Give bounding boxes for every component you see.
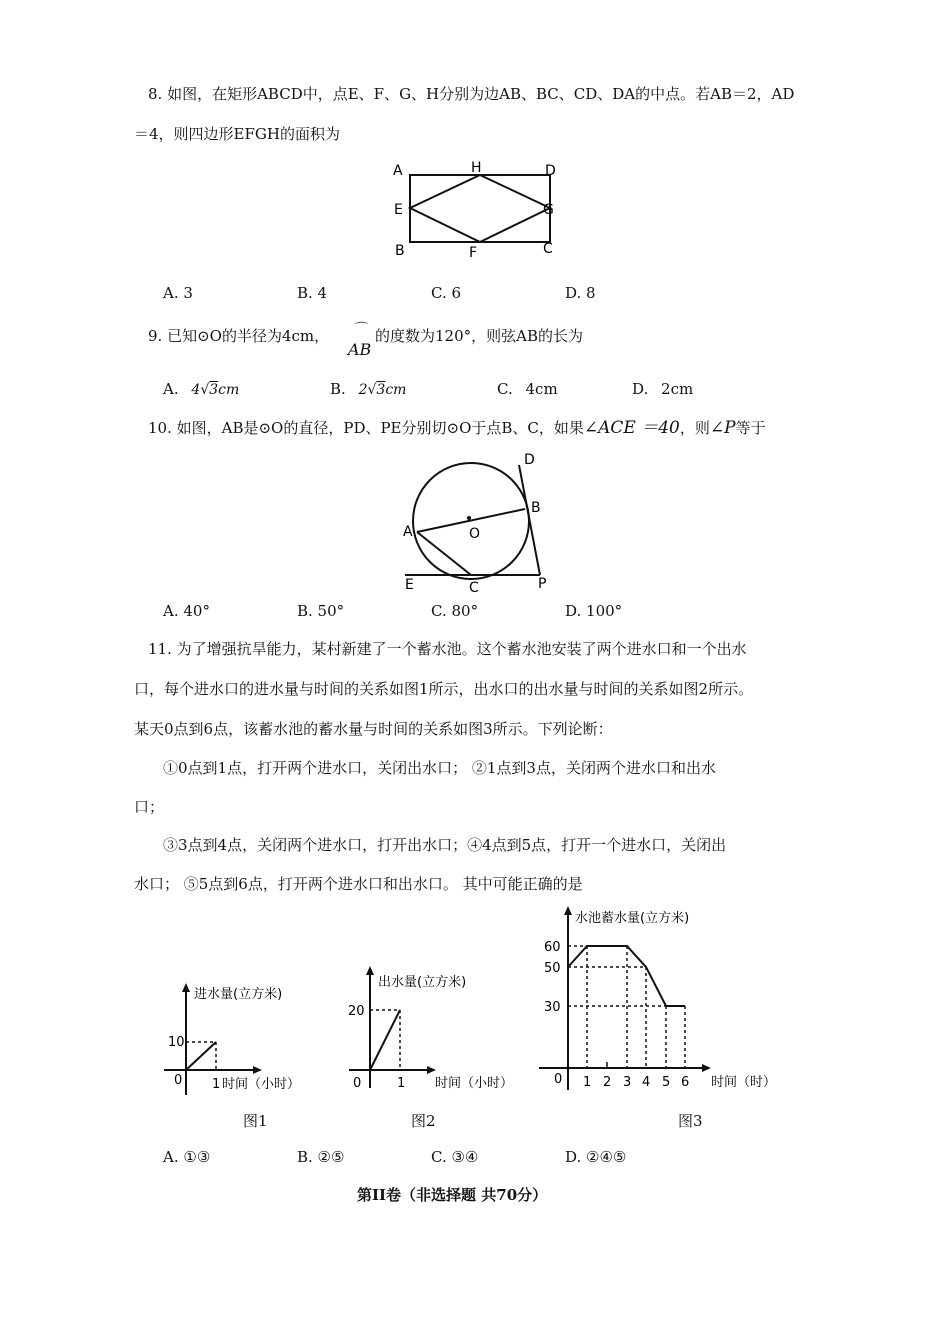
rectangle-abcd: [410, 175, 550, 242]
q11-stem-line3: 某天0点到6点，该蓄水池的蓄水量与时间的关系如图3所示。下列论断：: [134, 720, 613, 738]
q8-stem-line1: 8. 如图，在矩形ABCD中，点E、F、G、H分别为边AB、BC、CD、DA的中点。若AB＝2，AD: [148, 85, 795, 103]
tangent-pd: [519, 465, 540, 575]
q10-option-a: A. 40°: [163, 602, 210, 620]
fig1-caption: 图1: [243, 1112, 268, 1130]
fig3-xlabel: 时间（时）: [711, 1075, 777, 1090]
label-e: E: [394, 202, 403, 218]
q9-option-a-radicand: 3: [209, 382, 219, 398]
label-g: G: [543, 202, 554, 218]
q9-option-a-letter: A.: [163, 380, 179, 398]
fig1-xlabel: 时间（小时）: [222, 1077, 301, 1092]
label-b: B: [531, 500, 541, 516]
q9-option-c-letter: C.: [497, 380, 513, 398]
section-ii-title: 第II卷（非选择题 共70分）: [357, 1186, 548, 1204]
q10-stem-mid: ，则: [679, 419, 710, 437]
q11-option-a: A. ①③: [163, 1148, 211, 1166]
q10-option-d: D. 100°: [565, 602, 623, 620]
label-b: B: [395, 243, 405, 259]
fig2-x-arrow: [427, 1066, 436, 1074]
q9-option-b-letter: B.: [330, 380, 346, 398]
fig2-ytick-20: 20: [348, 1004, 365, 1019]
q11-stem-line1: 11. 为了增强抗旱能力，某村新建了一个蓄水池。这个蓄水池安装了两个进水口和一个出水: [148, 640, 747, 658]
q9-option-d-letter: D.: [632, 380, 649, 398]
q11-statement-line4: ①0点到1点，打开两个进水口，关闭出水口； ②1点到3点，关闭两个进水口和出水: [163, 759, 716, 777]
q10-option-b: B. 50°: [297, 602, 345, 620]
fig3-xtick-2: 2: [603, 1075, 612, 1090]
fig3-origin: 0: [554, 1072, 563, 1087]
fig1-line: [186, 1042, 216, 1070]
q9-option-d: [632, 380, 693, 398]
arc-symbol: ⌒: [355, 322, 369, 337]
fig1-y-arrow: [182, 983, 190, 992]
q9-option-b: B. 2√3cm: [330, 380, 407, 398]
q11-statement-line6: ③3点到4点，关闭两个进水口，打开出水口；④4点到5点，打开一个进水口，关闭出: [163, 836, 727, 854]
q8-option-b: B. 4: [297, 284, 328, 302]
q9-option-c: [497, 380, 558, 398]
fig3-y-arrow: [564, 906, 572, 915]
fig1-chart: [160, 980, 301, 1105]
fig2-chart: [345, 960, 520, 1100]
fig1-x-arrow: [253, 1066, 262, 1074]
q8-option-c: C. 6: [431, 284, 462, 302]
label-e: E: [405, 577, 414, 593]
q11-option-b: B. ②⑤: [297, 1148, 345, 1166]
q8-rectangle-figure: [380, 155, 580, 265]
q11-option-c: C. ③④: [431, 1148, 479, 1166]
q10-angle-p: ∠P: [709, 418, 736, 438]
fig3-xtick-3: 3: [623, 1075, 632, 1090]
q8-option-a: A. 3: [163, 284, 193, 302]
label-h: H: [471, 160, 482, 176]
fig3-xtick-6: 6: [681, 1075, 690, 1090]
label-c: C: [469, 580, 479, 596]
fig1-ylabel: 进水量(立方米): [194, 987, 283, 1002]
fig2-origin: 0: [353, 1076, 362, 1091]
q9-option-b-coef: 2: [358, 382, 368, 398]
fig1-xtick-1: 1: [212, 1077, 221, 1092]
fig3-ytick-30: 30: [544, 1000, 561, 1015]
q10-stem: [148, 418, 766, 438]
fig3-xtick-5: 5: [662, 1075, 671, 1090]
q10-stem-text: 10. 如图，AB是⊙O的直径，PD、PE分别切⊙O于点B、C，如果: [148, 419, 584, 437]
q9-option-a-coef: 4: [191, 382, 201, 398]
q8-option-d: D. 8: [565, 284, 596, 302]
label-a: A: [403, 524, 413, 540]
fig3-ytick-50: 50: [544, 961, 561, 976]
label-a: A: [393, 163, 403, 179]
q10-circle-figure: [395, 445, 565, 595]
fig2-xlabel: 时间（小时）: [435, 1076, 514, 1091]
fig3-ylabel: 水池蓄水量(立方米): [575, 911, 690, 926]
arc-ab-label: AB: [348, 340, 372, 359]
q9-stem-prefix: 9. 已知⊙O的半径为4cm，: [148, 327, 330, 345]
q11-stem-line2: 口，每个进水口的进水量与时间的关系如图1所示，出水口的出水量与时间的关系如图2所示。: [134, 680, 754, 698]
q9-stem-suffix: 的度数为120°，则弦AB的长为: [375, 327, 583, 345]
label-p: P: [538, 576, 547, 592]
fig1-ytick-10: 10: [168, 1035, 185, 1050]
q9-option-a: A. 4√3cm: [163, 380, 240, 398]
fig3-xtick-4: 4: [642, 1075, 651, 1090]
q11-statement-line5: 口；: [134, 798, 165, 816]
q11-statement-line7: 水口； ⑤5点到6点，打开两个进水口和出水口。 其中可能正确的是: [134, 875, 583, 893]
chord-ac: [417, 532, 471, 575]
fig2-xtick-1: 1: [397, 1076, 406, 1091]
fig3-xtick-1: 1: [583, 1075, 592, 1090]
label-d: D: [524, 452, 535, 468]
label-o: O: [469, 526, 481, 542]
fig2-line: [370, 1010, 400, 1070]
q10-option-c: C. 80°: [431, 602, 479, 620]
quadrilateral-efgh: [410, 175, 550, 242]
fig3-ytick-60: 60: [544, 940, 561, 955]
label-f: F: [469, 245, 478, 261]
label-c: C: [543, 241, 553, 257]
fig3-chart: [535, 900, 790, 1100]
q11-option-d: D. ②④⑤: [565, 1148, 627, 1166]
center-o-dot: [467, 516, 471, 520]
fig3-x-arrow: [702, 1064, 711, 1072]
q9-option-d-text: 2cm: [661, 380, 694, 398]
fig2-caption: 图2: [411, 1112, 436, 1130]
fig3-caption: 图3: [678, 1112, 703, 1130]
fig2-ylabel: 出水量(立方米): [378, 975, 467, 990]
fig1-origin: 0: [174, 1073, 183, 1088]
fig2-y-arrow: [366, 966, 374, 975]
q9-option-a-unit: cm: [218, 382, 240, 398]
q10-stem-end: 等于: [735, 419, 766, 437]
q9-option-b-unit: cm: [385, 382, 407, 398]
q9-option-c-text: 4cm: [525, 380, 558, 398]
q10-formula: ∠ACE ＝40: [583, 418, 680, 438]
q9-option-b-radicand: 3: [376, 382, 386, 398]
q8-stem-line2: ＝4，则四边形EFGH的面积为: [134, 125, 340, 143]
label-d: D: [545, 163, 556, 179]
